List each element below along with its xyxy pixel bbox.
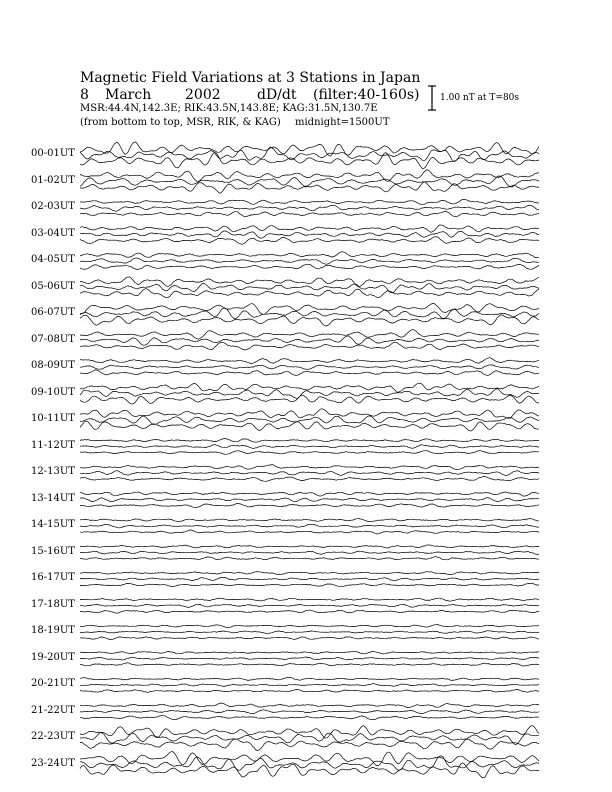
trace-kag [80, 358, 539, 364]
row-label: 04-05UT [31, 254, 75, 265]
row-label: 18-19UT [31, 625, 75, 636]
date-month: March [105, 87, 152, 103]
row-label: 10-11UT [31, 413, 75, 424]
trace-rik [80, 732, 539, 744]
date-day: 8 [80, 87, 89, 103]
row-label: 22-23UT [31, 731, 75, 742]
trace-kag [80, 598, 539, 601]
trace-rik [80, 283, 539, 293]
trace-rik [80, 336, 539, 345]
trace-msr [80, 315, 539, 326]
trace-kag [80, 703, 539, 708]
row-label: 14-15UT [31, 519, 75, 530]
trace-rik [80, 577, 539, 580]
row-label: 21-22UT [31, 704, 75, 716]
trace-rik [80, 524, 539, 528]
trace-kag [80, 518, 539, 521]
trace-msr [80, 530, 539, 534]
trace-msr [80, 503, 539, 507]
stations-label: MSR:44.4N,142.3E; RIK:43.5N,143.8E; KAG:31.5N,130.7E [80, 103, 378, 114]
trace-kag [80, 465, 539, 470]
trace-kag [80, 572, 539, 575]
row-label: 09-10UT [31, 386, 75, 398]
trace-msr [80, 342, 539, 350]
station-order-note: (from bottom to top, MSR, RIK, & KAG) [80, 117, 281, 128]
row-label: 07-08UT [31, 333, 75, 345]
row-label: 05-06UT [31, 280, 75, 292]
trace-msr [80, 583, 539, 586]
trace-rik [80, 684, 539, 687]
date-year: 2002 [185, 87, 221, 103]
trace-msr [80, 370, 539, 376]
trace-kag [80, 409, 539, 419]
trace-msr [80, 212, 539, 217]
filter-label: (filter:40-160s) [313, 87, 420, 103]
trace-rik [80, 445, 539, 449]
row-label: 17-18UT [31, 598, 75, 610]
row-label: 20-21UT [31, 678, 75, 689]
trace-rik [80, 416, 539, 425]
trace-kag [80, 492, 539, 496]
trace-msr [80, 739, 539, 751]
trace-kag [80, 252, 539, 258]
row-label: 03-04UT [31, 227, 75, 239]
row-label: 19-20UT [31, 651, 75, 663]
row-label: 12-13UT [31, 466, 75, 477]
chart-title: Magnetic Field Variations at 3 Stations in Japan [80, 70, 421, 86]
trace-msr [80, 689, 539, 692]
scale-label: 1.00 nT at T=80s [440, 93, 520, 103]
row-label: 00-01UT [31, 148, 75, 159]
trace-kag [80, 439, 539, 443]
trace-kag [80, 651, 539, 654]
row-label: 23-24UT [31, 757, 75, 769]
trace-rik [80, 604, 539, 607]
trace-kag [80, 277, 539, 287]
trace-msr [80, 264, 539, 269]
trace-msr [80, 289, 539, 298]
row-label: 06-07UT [31, 307, 75, 318]
trace-rik [80, 258, 539, 264]
trace-kag [80, 545, 539, 548]
trace-rik [80, 551, 539, 555]
trace-msr [80, 610, 539, 613]
trace-kag [80, 624, 539, 627]
trace-msr [80, 182, 539, 193]
row-label: 08-09UT [31, 360, 75, 371]
quantity-label: dD/dt [257, 87, 297, 103]
row-label: 16-17UT [31, 572, 75, 583]
trace-msr [80, 557, 539, 560]
row-label: 13-14UT [31, 492, 75, 504]
trace-rik [80, 205, 539, 211]
row-label: 02-03UT [31, 201, 75, 212]
row-label: 11-12UT [31, 439, 75, 451]
trace-rik [80, 471, 539, 476]
row-label: 01-02UT [31, 174, 75, 186]
row-label: 15-16UT [31, 545, 75, 557]
midnight-note: midnight=1500UT [295, 117, 390, 128]
trace-kag [80, 142, 539, 156]
